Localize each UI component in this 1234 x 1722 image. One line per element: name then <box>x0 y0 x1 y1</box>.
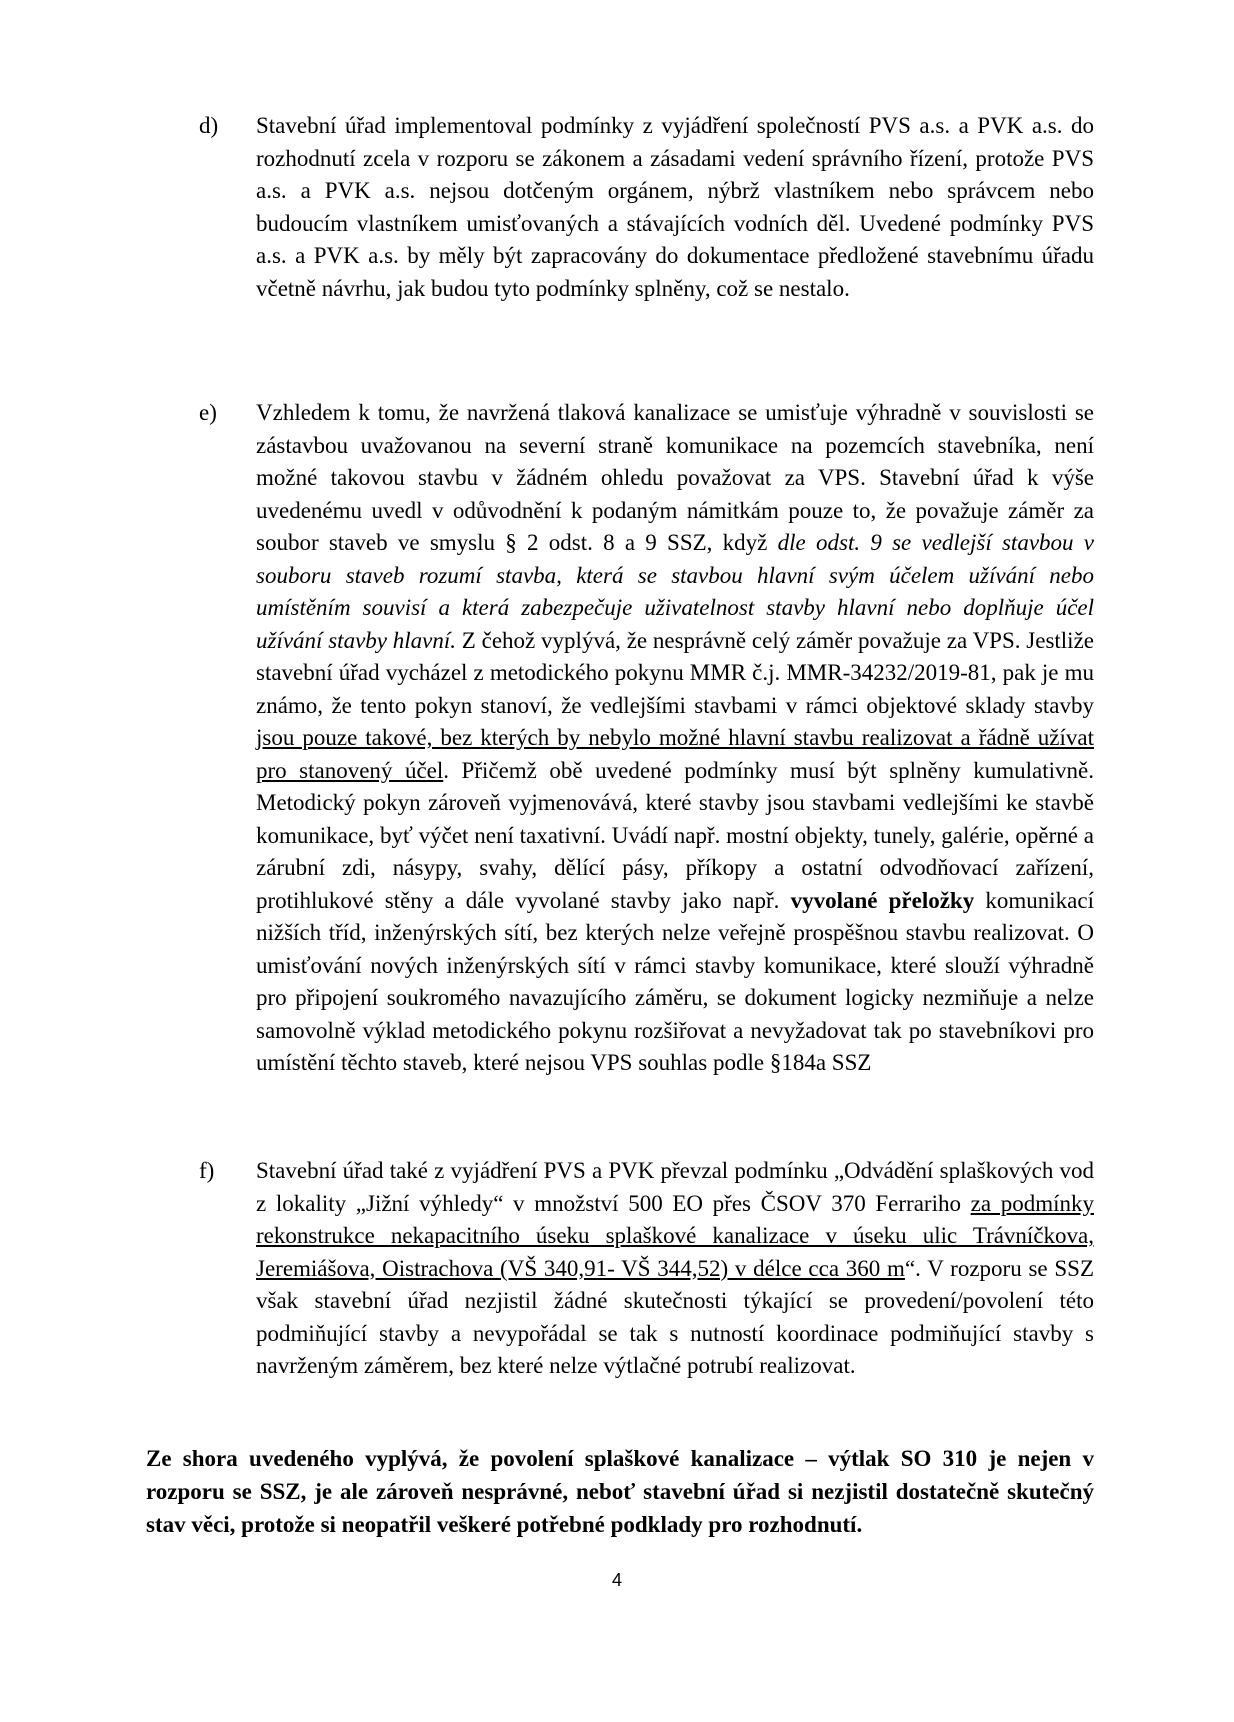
underlined-text: jsou pouze takové, bez kterých by nebylo možné hlavní stavbu realizovat a řádně užívat pro stanovený účel <box>256 725 1094 783</box>
list-item-e <box>199 397 1094 1080</box>
list-marker: d) <box>199 113 219 138</box>
text-run: . Přičemž obě uvedené podmínky musí být splněny kumulativně. Metodický pokyn zároveň vyjmenovává, které stavby jsou stavbami vedlejšími ke stavbě komunikace, byť výčet není taxativní. Uvádí např. mostní objekty, tunely, galérie, opěrné a zárubní zdi, násypy, svahy, dělící pásy, příkopy a ostatní odvodňovací zařízení, protihlukové stěny a dále vyvolané stavby jako např. <box>256 757 1094 913</box>
list-marker: e) <box>199 400 217 425</box>
list-marker: f) <box>199 1158 215 1183</box>
list-item-f <box>199 1155 1094 1383</box>
text-run: Stavební úřad také z vyjádření PVS a PVK převzal podmínku „Odvádění splaškových vod z lokality „Jižní výhledy“ v množství 500 EO přes ČSOV 370 Ferrariho <box>256 1158 1094 1216</box>
paragraph: Stavební úřad implementoval podmínky z vyjádření společností PVS a.s. a PVK a.s. do rozhodnutí zcela v rozporu se zákonem a zásadami vedení správního řízení, protože PVS a.s. a PVK a.s. nejsou dotčeným orgánem, nýbrž vlastníkem nebo správcem nebo budoucím vlastníkem umisťovaných a stávajících vodních děl. Uvedené podmínky PVS a.s. a PVK a.s. by měly být zapracovány do dokumentace předložené stavebnímu úřadu včetně návrhu, jak budou tyto podmínky splněny, což se nestalo. <box>256 113 1094 301</box>
conclusion-paragraph: Ze shora uvedeného vyplývá, že povolení splaškové kanalizace – výtlak SO 310 je nejen v rozporu se SSZ, je ale zároveň nesprávné, neboť stavební úřad si nezjistil dostatečně skutečný stav věci, protože si neopatřil veškeré potřebné podklady pro rozhodnutí. <box>146 1446 1094 1537</box>
bold-text: vyvolané přeložky <box>790 887 975 913</box>
page-number: 4 <box>611 1570 622 1590</box>
underlined-text: za podmínky rekonstrukce nekapacitního úseku splaškové kanalizace v úseku ulic Trávníčkova, Jeremiášova, Oistrachova (VŠ 340,91- VŠ 344,52) v délce cca 360 m <box>256 1190 1094 1281</box>
list-item-d <box>199 110 1094 305</box>
italic-quote: dle odst. 9 se vedlejší stavbou v souboru staveb rozumí stavba, která se stavbou hlavní svým účelem užívání nebo umístěním souvisí a která zabezpečuje uživatelnost stavby hlavní nebo doplňuje účel užívání stavby hlavní. <box>256 530 1094 653</box>
text-run: “. V rozporu se SSZ však stavební úřad nezjistil žádné skutečnosti týkající se provedení/povolení této podmiňující stavby a nevypořádal se tak s nutností koordinace podmiňující stavby s navrženým záměrem, bez které nelze výtlačné potrubí realizovat. <box>256 1255 1094 1378</box>
text-run: Z čehož vyplývá, že nesprávně celý záměr považuje za VPS. Jestliže stavební úřad vycházel z metodického pokynu MMR č.j. MMR-34232/2019-81, pak je mu známo, že tento pokyn stanoví, že vedlejšími stavbami v rámci objektové sklady stavby <box>256 627 1094 718</box>
paragraph <box>256 397 1094 1080</box>
paragraph <box>256 1155 1094 1383</box>
text-run: Vzhledem k tomu, že navržená tlaková kanalizace se umisťuje výhradně v souvislosti se zástavbou uvažovanou na severní straně komunikace na pozemcích stavebníka, není možné takovou stavbu v žádném ohledu považovat za VPS. Stavební úřad k výše uvedenému uvedl v odůvodnění k podaným námitkám pouze to, že považuje záměr za soubor staveb ve smyslu § 2 odst. 8 a 9 SSZ, když <box>256 400 1094 555</box>
text-run: komunikací nižších tříd, inženýrských sítí, bez kterých nelze veřejně prospěšnou stavbu realizovat. O umisťování nových inženýrských sítí v rámci stavby komunikace, které slouží výhradně pro připojení soukromého navazujícího záměru, se dokument logicky nezmiňuje a nelze samovolně výklad metodického pokynu rozšiřovat a nevyžadovat tak po stavebníkovi pro umístění těchto staveb, které nejsou VPS souhlas podle §184a SSZ <box>256 887 1094 1075</box>
